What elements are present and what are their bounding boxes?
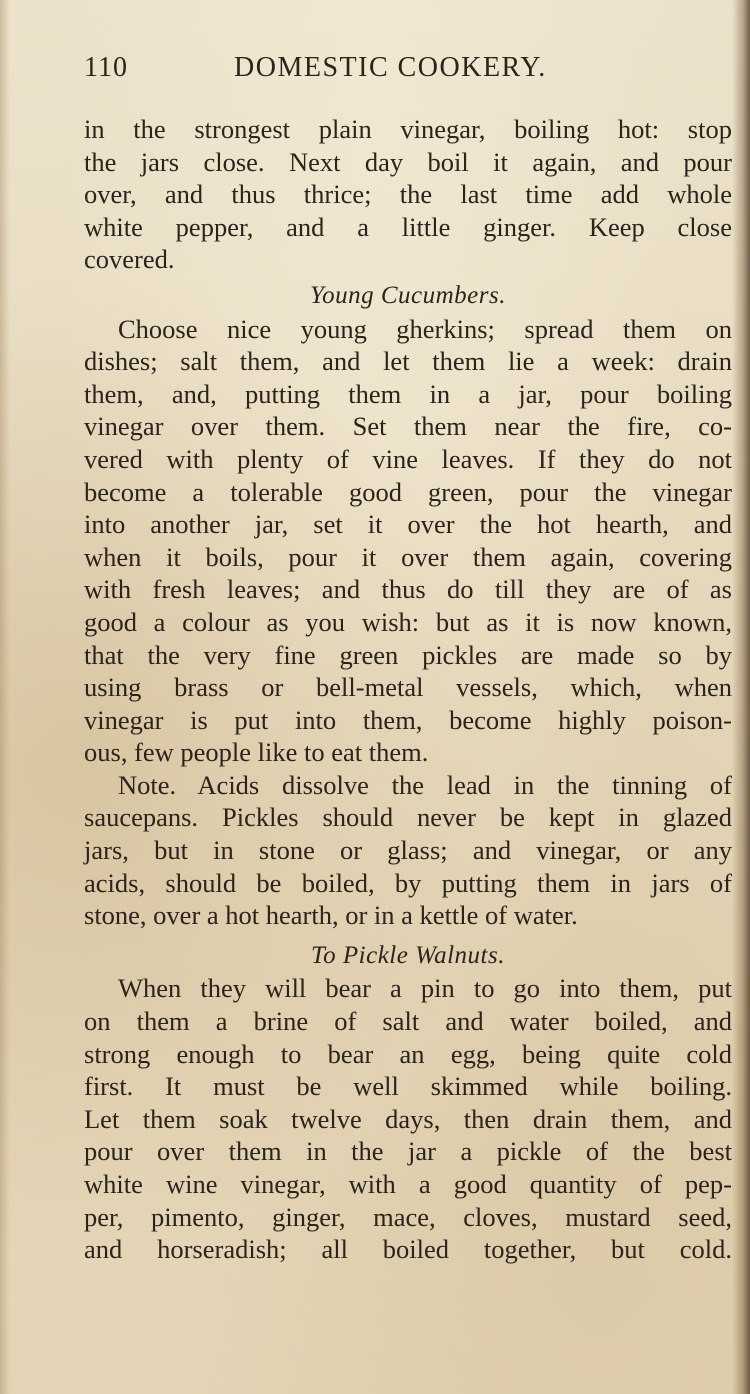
text-line: that the very fine green pickles are made so by — [84, 639, 732, 670]
text-line: vinegar is put into them, become highly poison- — [84, 704, 732, 735]
text-line: and horseradish; all boiled together, but cold. — [84, 1234, 732, 1265]
text-line: white pepper, and a little ginger. Keep close — [84, 211, 732, 242]
text-line: Note. Acids dissolve the lead in the tinning of — [118, 769, 732, 800]
running-head: DOMESTIC COOKERY. — [234, 52, 547, 83]
text-line: with fresh leaves; and thus do till they are of as — [84, 574, 732, 605]
text-line: stone, over a hot hearth, or in a kettle of water. — [84, 900, 578, 931]
text-line: vered with plenty of vine leaves. If they do not — [84, 443, 732, 474]
text-line: vinegar over them. Set them near the fire, co- — [84, 411, 732, 442]
text-line: over, and thus thrice; the last time add whole — [84, 179, 732, 210]
text-line: when it boils, pour it over them again, covering — [84, 541, 732, 572]
continuation-paragraph — [84, 113, 732, 276]
page-number: 110 — [84, 52, 128, 83]
text-line: acids, should be boiled, by putting them in jars of — [84, 867, 732, 898]
text-line: on them a brine of salt and water boiled, and — [84, 1006, 732, 1037]
text-line: per, pimento, ginger, mace, cloves, mustard seed, — [84, 1201, 732, 1232]
section-heading-walnuts: To Pickle Walnuts. — [311, 941, 505, 969]
text-line: saucepans. Pickles should never be kept in glazed — [84, 802, 732, 833]
section-heading-cucumbers: Young Cucumbers. — [310, 281, 506, 309]
text-line: become a tolerable good green, pour the vinegar — [84, 476, 732, 507]
walnuts-paragraph — [84, 972, 732, 1265]
text-line: strong enough to bear an egg, being quite cold — [84, 1038, 732, 1069]
text-line: jars, but in stone or glass; and vinegar, or any — [84, 835, 732, 866]
text-line: Choose nice young gherkins; spread them on — [118, 313, 732, 344]
text-line: using brass or bell-metal vessels, which, when — [84, 672, 732, 703]
cucumbers-paragraph — [84, 313, 732, 769]
note-paragraph — [84, 769, 732, 932]
text-line: Let them soak twelve days, then drain them, and — [84, 1103, 732, 1134]
page-left-edge — [0, 0, 10, 1394]
text-line: good a colour as you wish: but as it is now known, — [84, 606, 732, 637]
text-line: the jars close. Next day boil it again, and pour — [84, 146, 732, 177]
text-line: When they will bear a pin to go into them, put — [118, 973, 732, 1004]
page-body — [84, 113, 732, 1266]
text-line: in the strongest plain vinegar, boiling hot: stop — [84, 114, 732, 144]
text-line: first. It must be well skimmed while boiling. — [84, 1071, 732, 1102]
page-header — [84, 52, 724, 92]
text-line: them, and, putting them in a jar, pour boiling — [84, 378, 732, 409]
text-line: covered. — [84, 244, 175, 275]
text-line: white wine vinegar, with a good quantity of pep- — [84, 1169, 732, 1199]
text-line: pour over them in the jar a pickle of the best — [84, 1136, 732, 1167]
text-line: ous, few people like to eat them. — [84, 737, 429, 768]
text-line: dishes; salt them, and let them lie a week: drain — [84, 346, 732, 377]
text-line: into another jar, set it over the hot hearth, and — [84, 509, 732, 540]
page-gutter-shadow — [732, 0, 750, 1394]
